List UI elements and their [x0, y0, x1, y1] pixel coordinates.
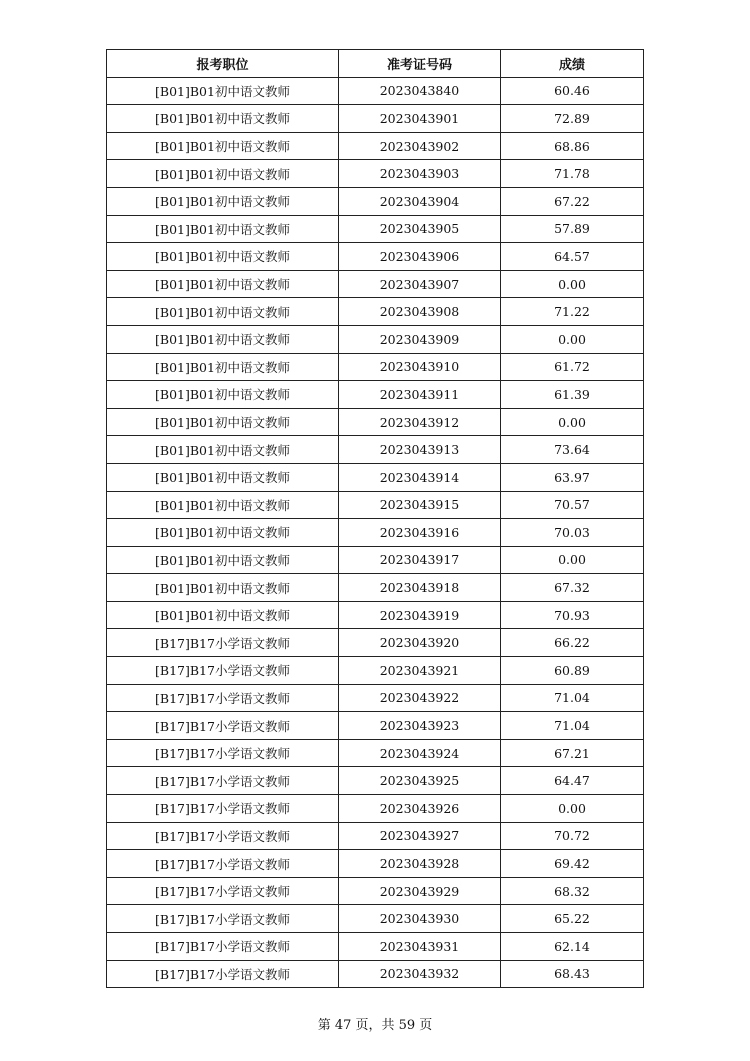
table-row	[107, 684, 644, 712]
position-cell: [B01]B01初中语文教师	[107, 546, 339, 574]
position-cell: [B01]B01初中语文教师	[107, 187, 339, 215]
table-row	[107, 712, 644, 740]
position-cell: [B01]B01初中语文教师	[107, 160, 339, 188]
score-cell: 68.86	[501, 132, 644, 160]
table-row	[107, 905, 644, 933]
score-cell: 0.00	[501, 325, 644, 353]
table-row	[107, 850, 644, 878]
ticket-number-cell: 2023043919	[339, 601, 501, 629]
score-cell: 60.46	[501, 77, 644, 105]
score-cell: 68.32	[501, 877, 644, 905]
position-cell: [B17]B17小学语文教师	[107, 877, 339, 905]
table-body	[107, 77, 644, 988]
score-cell: 67.21	[501, 739, 644, 767]
ticket-number-cell: 2023043907	[339, 270, 501, 298]
ticket-number-cell: 2023043931	[339, 933, 501, 961]
table-row	[107, 601, 644, 629]
score-cell: 71.04	[501, 712, 644, 740]
score-cell: 66.22	[501, 629, 644, 657]
table-row	[107, 960, 644, 988]
table-row	[107, 877, 644, 905]
score-cell: 71.22	[501, 298, 644, 326]
ticket-number-cell: 2023043908	[339, 298, 501, 326]
ticket-number-cell: 2023043901	[339, 105, 501, 133]
table-row	[107, 546, 644, 574]
ticket-number-cell: 2023043932	[339, 960, 501, 988]
table-row	[107, 243, 644, 271]
ticket-number-cell: 2023043912	[339, 408, 501, 436]
score-cell: 67.32	[501, 574, 644, 602]
table-row	[107, 298, 644, 326]
ticket-number-cell: 2023043916	[339, 519, 501, 547]
scores-table	[106, 49, 644, 988]
position-cell: [B01]B01初中语文教师	[107, 519, 339, 547]
position-cell: [B17]B17小学语文教师	[107, 795, 339, 823]
header-ticket-number: 准考证号码	[339, 50, 501, 78]
table-row	[107, 270, 644, 298]
table-row	[107, 77, 644, 105]
position-cell: [B17]B17小学语文教师	[107, 629, 339, 657]
header-position: 报考职位	[107, 50, 339, 78]
table-row	[107, 519, 644, 547]
position-cell: [B01]B01初中语文教师	[107, 381, 339, 409]
table-row	[107, 657, 644, 685]
table-row	[107, 739, 644, 767]
score-cell: 70.57	[501, 491, 644, 519]
position-cell: [B01]B01初中语文教师	[107, 215, 339, 243]
table-row	[107, 325, 644, 353]
table-row	[107, 574, 644, 602]
score-cell: 70.03	[501, 519, 644, 547]
ticket-number-cell: 2023043929	[339, 877, 501, 905]
position-cell: [B17]B17小学语文教师	[107, 850, 339, 878]
score-cell: 0.00	[501, 270, 644, 298]
ticket-number-cell: 2023043926	[339, 795, 501, 823]
ticket-number-cell: 2023043909	[339, 325, 501, 353]
position-cell: [B17]B17小学语文教师	[107, 712, 339, 740]
score-cell: 60.89	[501, 657, 644, 685]
position-cell: [B01]B01初中语文教师	[107, 436, 339, 464]
position-cell: [B01]B01初中语文教师	[107, 270, 339, 298]
table-row	[107, 822, 644, 850]
table-row	[107, 933, 644, 961]
position-cell: [B17]B17小学语文教师	[107, 822, 339, 850]
ticket-number-cell: 2023043921	[339, 657, 501, 685]
ticket-number-cell: 2023043927	[339, 822, 501, 850]
score-cell: 73.64	[501, 436, 644, 464]
table-row	[107, 795, 644, 823]
ticket-number-cell: 2023043923	[339, 712, 501, 740]
score-cell: 70.93	[501, 601, 644, 629]
score-cell: 71.78	[501, 160, 644, 188]
ticket-number-cell: 2023043925	[339, 767, 501, 795]
score-cell: 61.72	[501, 353, 644, 381]
score-cell: 57.89	[501, 215, 644, 243]
table-row	[107, 629, 644, 657]
position-cell: [B17]B17小学语文教师	[107, 905, 339, 933]
position-cell: [B17]B17小学语文教师	[107, 739, 339, 767]
score-cell: 65.22	[501, 905, 644, 933]
position-cell: [B17]B17小学语文教师	[107, 933, 339, 961]
position-cell: [B01]B01初中语文教师	[107, 574, 339, 602]
ticket-number-cell: 2023043904	[339, 187, 501, 215]
table-row	[107, 187, 644, 215]
score-cell: 71.04	[501, 684, 644, 712]
score-cell: 63.97	[501, 463, 644, 491]
ticket-number-cell: 2023043930	[339, 905, 501, 933]
position-cell: [B01]B01初中语文教师	[107, 77, 339, 105]
ticket-number-cell: 2023043903	[339, 160, 501, 188]
ticket-number-cell: 2023043924	[339, 739, 501, 767]
ticket-number-cell: 2023043905	[339, 215, 501, 243]
score-cell: 0.00	[501, 408, 644, 436]
header-score: 成绩	[501, 50, 644, 78]
table-row	[107, 160, 644, 188]
table-row	[107, 491, 644, 519]
position-cell: [B01]B01初中语文教师	[107, 298, 339, 326]
position-cell: [B01]B01初中语文教师	[107, 353, 339, 381]
position-cell: [B01]B01初中语文教师	[107, 243, 339, 271]
score-cell: 69.42	[501, 850, 644, 878]
ticket-number-cell: 2023043915	[339, 491, 501, 519]
ticket-number-cell: 2023043914	[339, 463, 501, 491]
score-cell: 62.14	[501, 933, 644, 961]
table-row	[107, 767, 644, 795]
score-cell: 70.72	[501, 822, 644, 850]
position-cell: [B17]B17小学语文教师	[107, 960, 339, 988]
page-footer: 第 47 页，共 59 页	[317, 1018, 433, 1033]
table-row	[107, 408, 644, 436]
table-row	[107, 215, 644, 243]
table-row	[107, 132, 644, 160]
score-cell: 64.57	[501, 243, 644, 271]
score-cell: 68.43	[501, 960, 644, 988]
ticket-number-cell: 2023043917	[339, 546, 501, 574]
position-cell: [B01]B01初中语文教师	[107, 325, 339, 353]
position-cell: [B01]B01初中语文教师	[107, 105, 339, 133]
ticket-number-cell: 2023043910	[339, 353, 501, 381]
position-cell: [B01]B01初中语文教师	[107, 408, 339, 436]
table-row	[107, 381, 644, 409]
ticket-number-cell: 2023043913	[339, 436, 501, 464]
ticket-number-cell: 2023043918	[339, 574, 501, 602]
score-cell: 67.22	[501, 187, 644, 215]
position-cell: [B17]B17小学语文教师	[107, 767, 339, 795]
position-cell: [B01]B01初中语文教师	[107, 601, 339, 629]
position-cell: [B17]B17小学语文教师	[107, 684, 339, 712]
score-cell: 0.00	[501, 546, 644, 574]
position-cell: [B01]B01初中语文教师	[107, 491, 339, 519]
position-cell: [B01]B01初中语文教师	[107, 132, 339, 160]
table-header-row	[107, 50, 644, 78]
ticket-number-cell: 2023043920	[339, 629, 501, 657]
ticket-number-cell: 2023043902	[339, 132, 501, 160]
position-cell: [B01]B01初中语文教师	[107, 463, 339, 491]
ticket-number-cell: 2023043840	[339, 77, 501, 105]
table-row	[107, 463, 644, 491]
table-row	[107, 105, 644, 133]
position-cell: [B17]B17小学语文教师	[107, 657, 339, 685]
score-cell: 72.89	[501, 105, 644, 133]
score-cell: 64.47	[501, 767, 644, 795]
ticket-number-cell: 2023043911	[339, 381, 501, 409]
ticket-number-cell: 2023043928	[339, 850, 501, 878]
ticket-number-cell: 2023043906	[339, 243, 501, 271]
table-row	[107, 436, 644, 464]
score-cell: 0.00	[501, 795, 644, 823]
ticket-number-cell: 2023043922	[339, 684, 501, 712]
table-row	[107, 353, 644, 381]
score-cell: 61.39	[501, 381, 644, 409]
